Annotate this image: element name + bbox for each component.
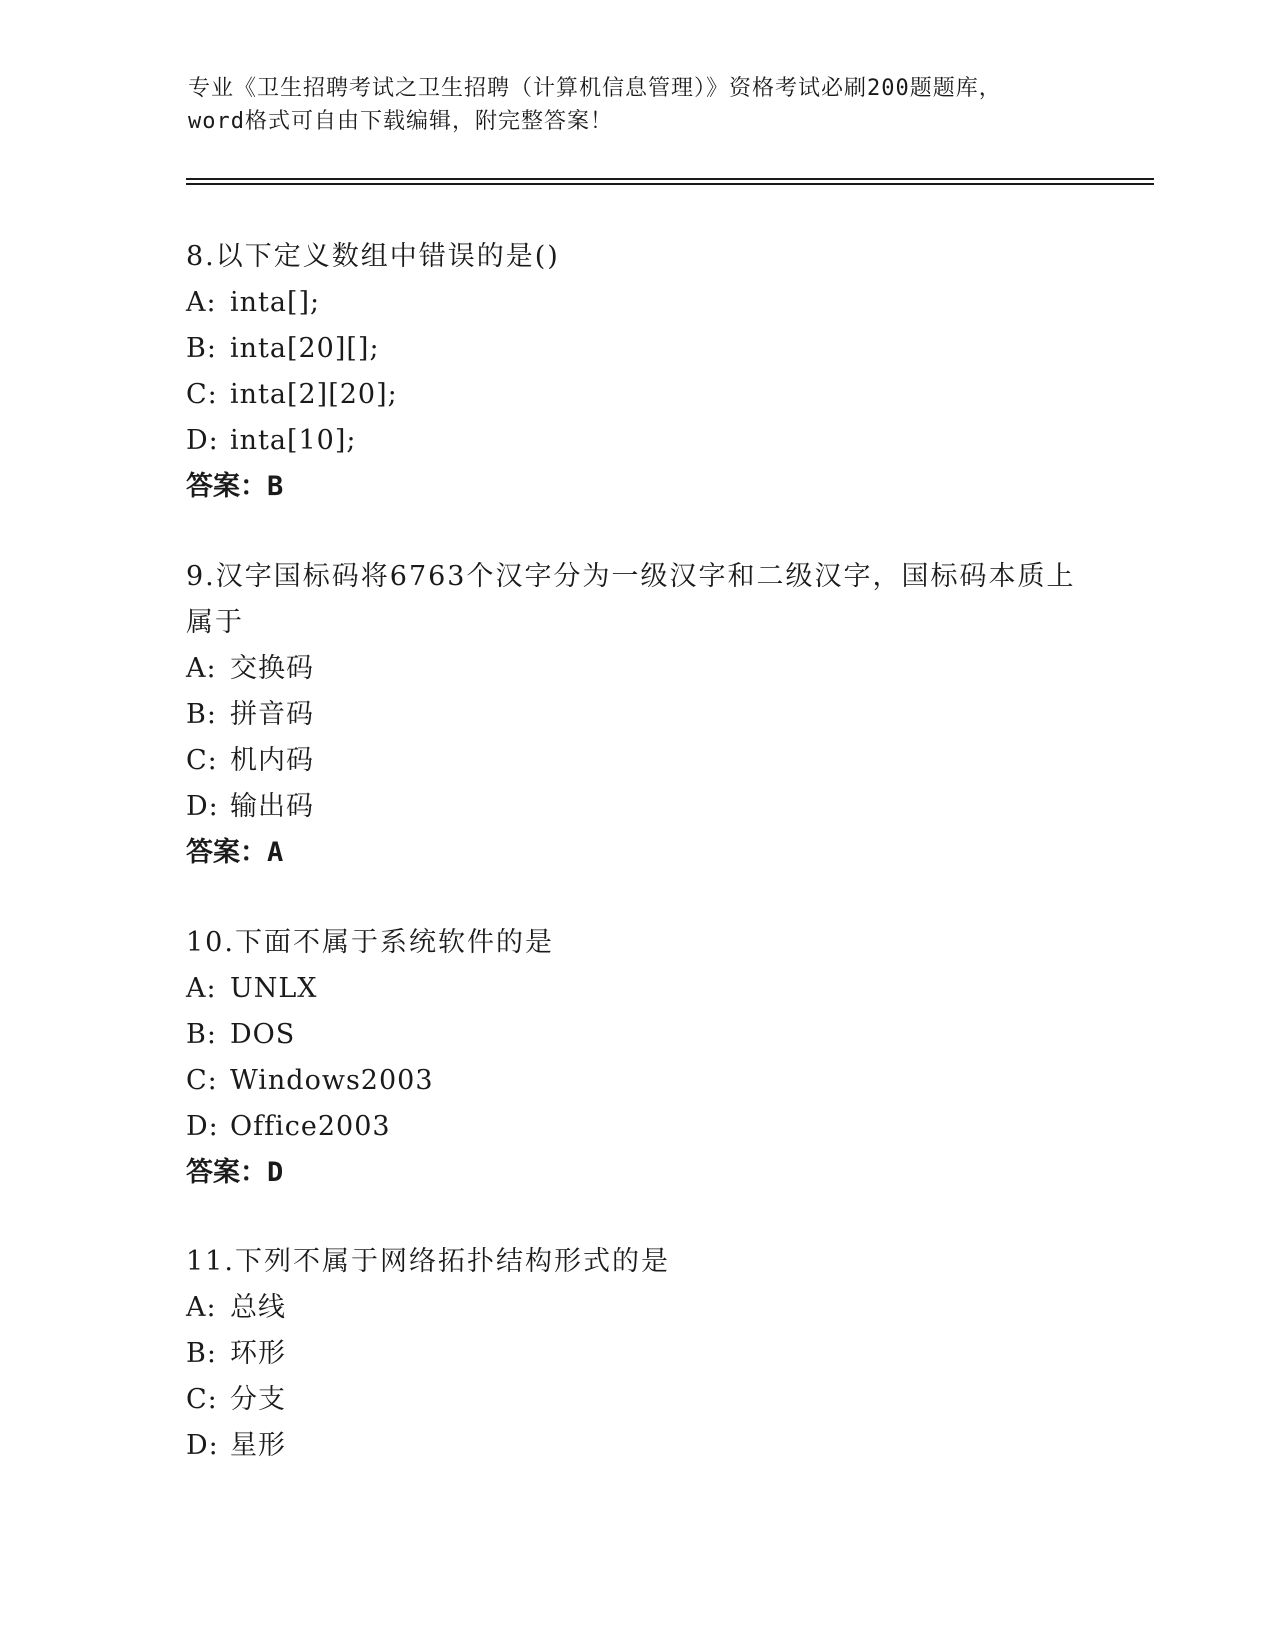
option-text: 分支 [230,1384,286,1415]
option-label: D: [186,425,219,456]
question-stem-continued: 属于 [186,607,244,638]
header-divider-bottom [186,183,1154,185]
option-d [186,418,1086,464]
option-label: D: [186,1111,219,1142]
option-text: inta[]; [230,287,321,318]
option-label: B: [186,1019,217,1050]
option-label: D: [186,791,219,822]
option-text: inta[2][20]; [230,379,398,410]
option-text: Windows2003 [230,1065,434,1096]
question-stem: 10.下面不属于系统软件的是 [186,927,554,958]
question-stem: 8.以下定义数组中错误的是() [186,241,560,272]
option-text: 星形 [230,1430,286,1461]
answer: 答案：B [186,471,284,502]
option-c [186,1377,1086,1423]
option-text: 总线 [230,1292,286,1323]
option-label: D: [186,1430,219,1461]
option-label: C: [186,1384,218,1415]
question-8 [186,234,1086,510]
question-11 [186,1239,1086,1469]
option-text: DOS [230,1019,296,1050]
question-10 [186,920,1086,1196]
option-text: Office2003 [230,1111,391,1142]
option-c [186,372,1086,418]
option-b [186,326,1086,372]
option-a [186,1285,1086,1331]
option-a [186,646,1086,692]
option-d [186,784,1086,830]
question-9 [186,554,1086,876]
option-text: inta[20][]; [230,333,380,364]
document-header [188,72,1088,138]
answer: 答案：A [186,837,284,868]
option-d [186,1104,1086,1150]
option-text: 机内码 [230,745,314,776]
option-text: UNLX [230,973,318,1004]
option-b [186,692,1086,738]
option-b [186,1331,1086,1377]
option-label: C: [186,745,218,776]
option-a [186,280,1086,326]
option-text: 拼音码 [230,699,314,730]
option-c [186,1058,1086,1104]
header-divider-top [186,178,1154,180]
option-text: 环形 [230,1338,286,1369]
question-stem: 11.下列不属于网络拓扑结构形式的是 [186,1246,670,1277]
question-stem: 9.汉字国标码将6763个汉字分为一级汉字和二级汉字，国标码本质上 [186,561,1076,592]
option-text: inta[10]; [230,425,357,456]
option-label: C: [186,379,218,410]
option-label: A: [186,653,217,684]
option-label: A: [186,287,217,318]
option-label: A: [186,1292,217,1323]
option-label: B: [186,333,217,364]
option-label: B: [186,699,217,730]
option-label: A: [186,973,217,1004]
option-label: C: [186,1065,218,1096]
option-text: 交换码 [230,653,314,684]
header-line-1: 专业《卫生招聘考试之卫生招聘（计算机信息管理）》资格考试必刷200题题库， [188,76,1002,101]
option-label: B: [186,1338,217,1369]
option-c [186,738,1086,784]
option-b [186,1012,1086,1058]
answer: 答案：D [186,1157,284,1188]
header-line-2: word格式可自由下载编辑，附完整答案！ [188,109,613,134]
option-a [186,966,1086,1012]
option-text: 输出码 [230,791,314,822]
option-d [186,1423,1086,1469]
